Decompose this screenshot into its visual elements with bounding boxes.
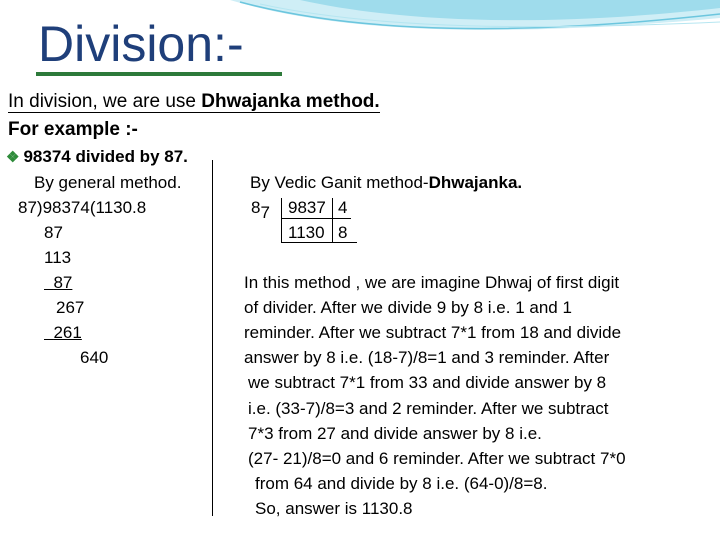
general-line: 87 <box>44 223 63 242</box>
explanation-line: 7*3 from 27 and divide answer by 8 i.e. <box>248 424 542 443</box>
vedic-box-top-line <box>281 218 351 219</box>
explanation-line: we subtract 7*1 from 33 and divide answer by 8 <box>248 373 607 392</box>
example-label: For example :- <box>8 119 138 140</box>
general-line: 87)98374(1130.8 <box>18 198 147 217</box>
general-line: 640 <box>80 348 109 367</box>
general-line: 87 <box>53 273 73 292</box>
column-divider <box>212 160 213 516</box>
general-line: 267 <box>56 298 85 317</box>
vedic-box-decimal-line <box>332 198 333 242</box>
explanation-line: answer by 8 i.e. (18-7)/8=1 and 3 reminder. After <box>244 348 610 367</box>
explanation-line: So, answer is 1130.8 <box>255 499 413 518</box>
vedic-dividend-decimal: 4 <box>338 198 348 217</box>
vedic-dividend: 9837 <box>288 198 326 217</box>
diamond-bullet-icon: ❖ <box>6 149 20 166</box>
bullet-text: 98374 divided by 87. <box>23 147 188 166</box>
vedic-answer: 1130 <box>288 223 325 242</box>
explanation-line: (27- 21)/8=0 and 6 reminder. After we subtract 7*0 <box>248 449 626 468</box>
vedic-answer-decimal: 8 <box>338 223 348 242</box>
general-heading: By general method. <box>34 173 182 192</box>
bullet-item <box>6 146 188 169</box>
vedic-heading: By Vedic Ganit method-Dhwajanka. <box>250 173 523 192</box>
title-underline <box>36 72 282 76</box>
explanation-line: reminder. After we subtract 7*1 from 18 and divide <box>244 323 622 342</box>
explanation-line: i.e. (33-7)/8=3 and 2 reminder. After we subtract <box>248 399 609 418</box>
intro-prefix: In division, we are use <box>8 91 202 112</box>
vedic-box-bottom-line <box>281 242 357 243</box>
explanation-line: In this method , we are imagine Dhwaj of first digit <box>244 273 620 292</box>
intro-text <box>8 90 380 114</box>
explanation-line: of divider. After we divide 9 by 8 i.e. 1 and 1 <box>244 298 572 317</box>
vedic-divisor: 87 <box>251 198 270 222</box>
explanation-line: from 64 and divide by 8 i.e. (64-0)/8=8. <box>255 474 548 493</box>
general-line: 113 <box>44 248 72 267</box>
general-line: 261 <box>53 323 82 342</box>
intro-method: Dhwajanka method. <box>201 91 380 112</box>
page-title: Division:- <box>38 16 244 72</box>
vedic-box-left-line <box>281 198 282 242</box>
